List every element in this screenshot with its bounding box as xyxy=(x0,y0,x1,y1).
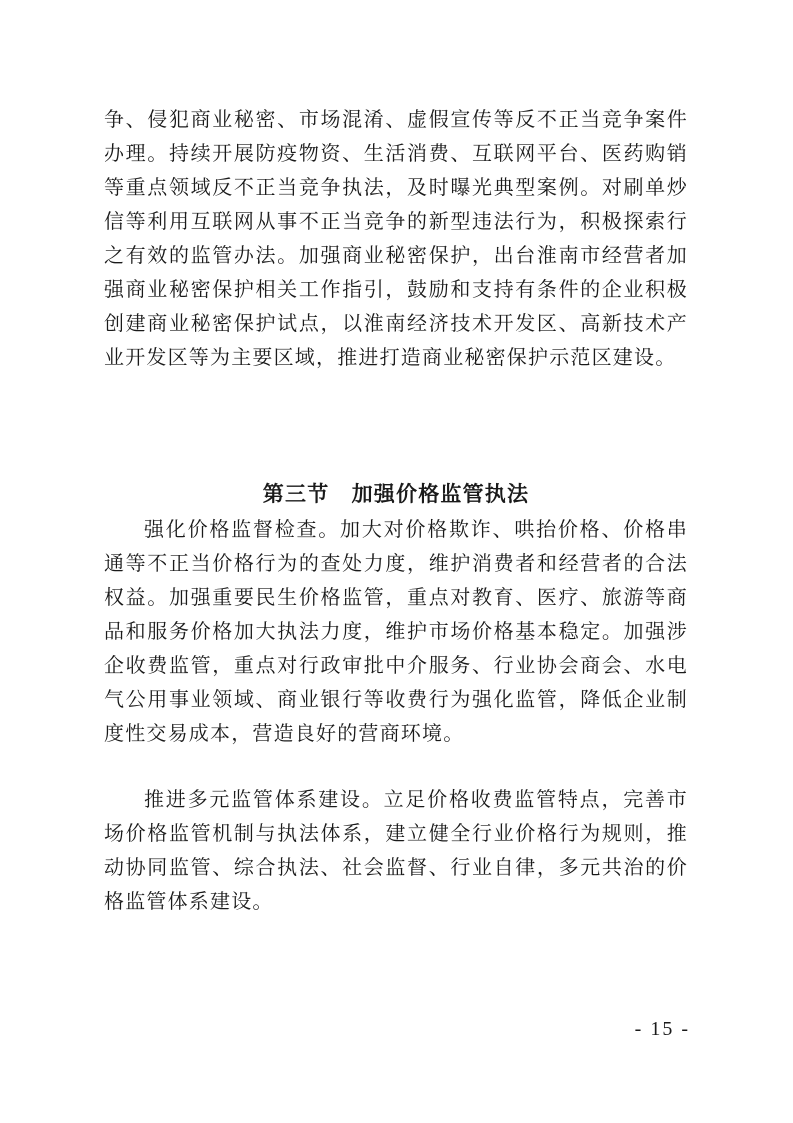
section-heading: 第三节 加强价格监管执法 xyxy=(262,481,530,506)
paragraph-regulatory-system: 推进多元监管体系建设。立足价格收费监管特点，完善市场价格监管机制与执法体系，建立健全行业价格行为规则，推动协同监管、综合执法、社会监督、行业自律，多元共治的价格监管体系建设。 xyxy=(104,787,688,913)
paragraph-competition-enforcement: 争、侵犯商业秘密、市场混淆、虚假宣传等反不正当竞争案件办理。持续开展防疫物资、生活消费、互联网平台、医药购销等重点领域反不正当竞争执法，及时曝光典型案例。对刷单炒信等利用互联网从事不正当竞争的新型违法行为，积极探索行之有效的监管办法。加强商业秘密保护，出台淮南市经营者加强商业秘密保护相关工作指引，鼓励和支持有条件的企业积极创建商业秘密保护试点，以淮南经济技术开发区、高新技术产业开发区等为主要区域，推进打造商业秘密保护示范区建设。 xyxy=(104,107,688,369)
page-number: - 15 - xyxy=(634,1018,690,1040)
paragraph-price-inspection: 强化价格监督检查。加大对价格欺诈、哄抬价格、价格串通等不正当价格行为的查处力度，维护消费者和经营者的合法权益。加强重要民生价格监管，重点对教育、医疗、旅游等商品和服务价格加大执法力度，维护市场价格基本稳定。加强涉企收费监管，重点对行政审批中介服务、行业协会商会、水电气公用事业领域、商业银行等收费行为强化监管，降低企业制度性交易成本，营造良好的营商环境。 xyxy=(104,517,688,745)
